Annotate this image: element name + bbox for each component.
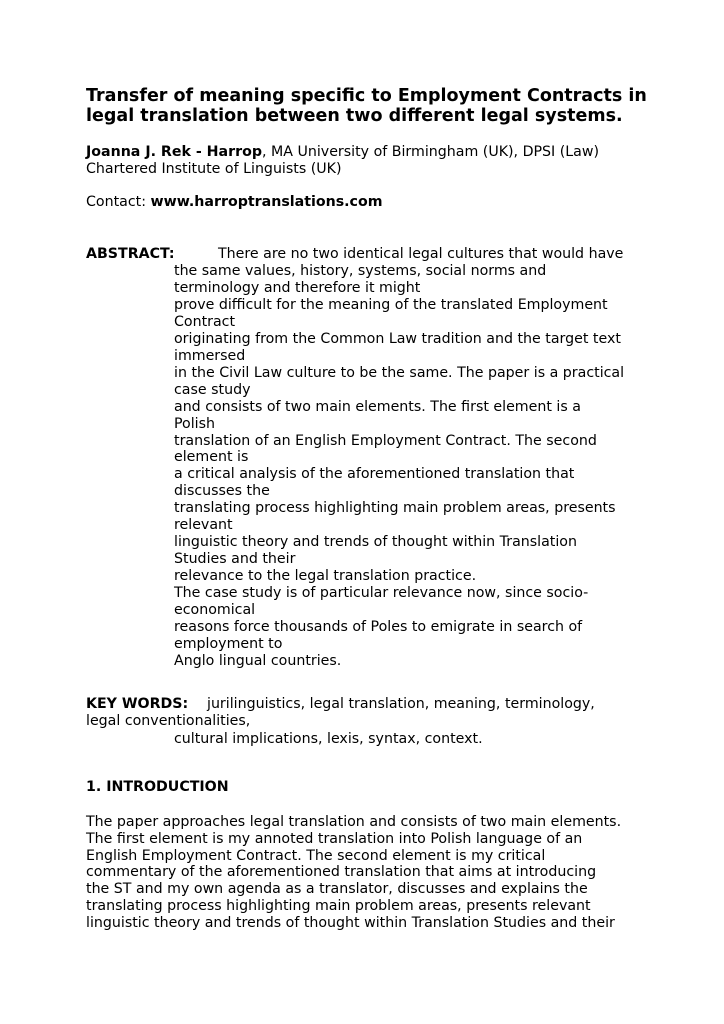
introduction-line: the ST and my own agenda as a translator, discusses and explains the <box>86 881 588 898</box>
abstract-line: in the Civil Law culture to be the same. The paper is a practical <box>174 364 625 381</box>
abstract-line: a critical analysis of the aforementioned translation that <box>174 466 575 483</box>
introduction-line: The first element is my annoted translation into Polish language of an <box>86 830 583 847</box>
abstract-line: Anglo lingual countries. <box>174 652 342 669</box>
abstract-line: linguistic theory and trends of thought within Translation <box>174 534 577 551</box>
keywords-line-3: cultural implications, lexis, syntax, context. <box>174 731 483 747</box>
abstract-line: case study <box>174 381 251 398</box>
abstract-label: ABSTRACT: <box>86 246 175 262</box>
contact-line <box>86 194 382 211</box>
abstract-line: relevance to the legal translation practice. <box>174 568 477 585</box>
author-line <box>86 144 599 161</box>
abstract-line: The case study is of particular relevance now, since socio- <box>174 585 589 602</box>
abstract-line: prove difficult for the meaning of the translated Employment <box>174 296 608 313</box>
keywords-label: KEY WORDS: <box>86 696 189 712</box>
keywords-line-2: legal conventionalities, <box>86 713 251 729</box>
abstract-line: Contract <box>174 313 236 330</box>
abstract-line: originating from the Common Law tradition and the target text <box>174 330 621 347</box>
abstract-line: Studies and their <box>174 551 296 568</box>
introduction-line: English Employment Contract. The second element is my critical <box>86 847 546 864</box>
abstract-line: relevant <box>174 517 233 534</box>
abstract-line: economical <box>174 602 256 618</box>
abstract-line: employment to <box>174 635 283 652</box>
abstract-line: translating process highlighting main problem areas, presents <box>174 500 616 517</box>
introduction-line: commentary of the aforementioned translation that aims at introducing <box>86 864 597 881</box>
contact-website-link[interactable]: www.harroptranslations.com <box>150 194 383 210</box>
introduction-line: linguistic theory and trends of thought within Translation Studies and their <box>86 914 615 931</box>
abstract-line: and consists of two main elements. The first element is a <box>174 398 581 415</box>
keywords-line-1: jurilinguistics, legal translation, meaning, terminology, <box>207 696 595 712</box>
abstract-line: reasons force thousands of Poles to emigrate in search of <box>174 618 583 635</box>
abstract-line: terminology and therefore it might <box>174 279 421 296</box>
paper-title <box>86 86 686 126</box>
author-affiliation: , MA University of Birmingham (UK), DPSI (Law) <box>262 144 600 160</box>
introduction-line: The paper approaches legal translation and consists of two main elements. <box>86 814 622 830</box>
abstract-line: discusses the <box>174 483 270 500</box>
abstract-first-line: There are no two identical legal cultures that would have <box>218 246 624 262</box>
abstract-line: immersed <box>174 347 246 364</box>
introduction-heading: 1. INTRODUCTION <box>86 779 229 795</box>
title-line-2: legal translation between two different legal systems. <box>86 106 623 126</box>
abstract-line: element is <box>174 449 249 466</box>
abstract-line: Polish <box>174 415 215 432</box>
title-line-1: Transfer of meaning specific to Employment Contracts in <box>86 86 647 106</box>
abstract-line: translation of an English Employment Contract. The second <box>174 432 597 449</box>
author-name: Joanna J. Rek - Harrop <box>86 144 263 160</box>
abstract-line: the same values, history, systems, social norms and <box>174 263 547 279</box>
introduction-line: translating process highlighting main problem areas, presents relevant <box>86 898 591 914</box>
contact-label: Contact: <box>86 194 151 210</box>
author-affiliation-2: Chartered Institute of Linguists (UK) <box>86 161 342 177</box>
